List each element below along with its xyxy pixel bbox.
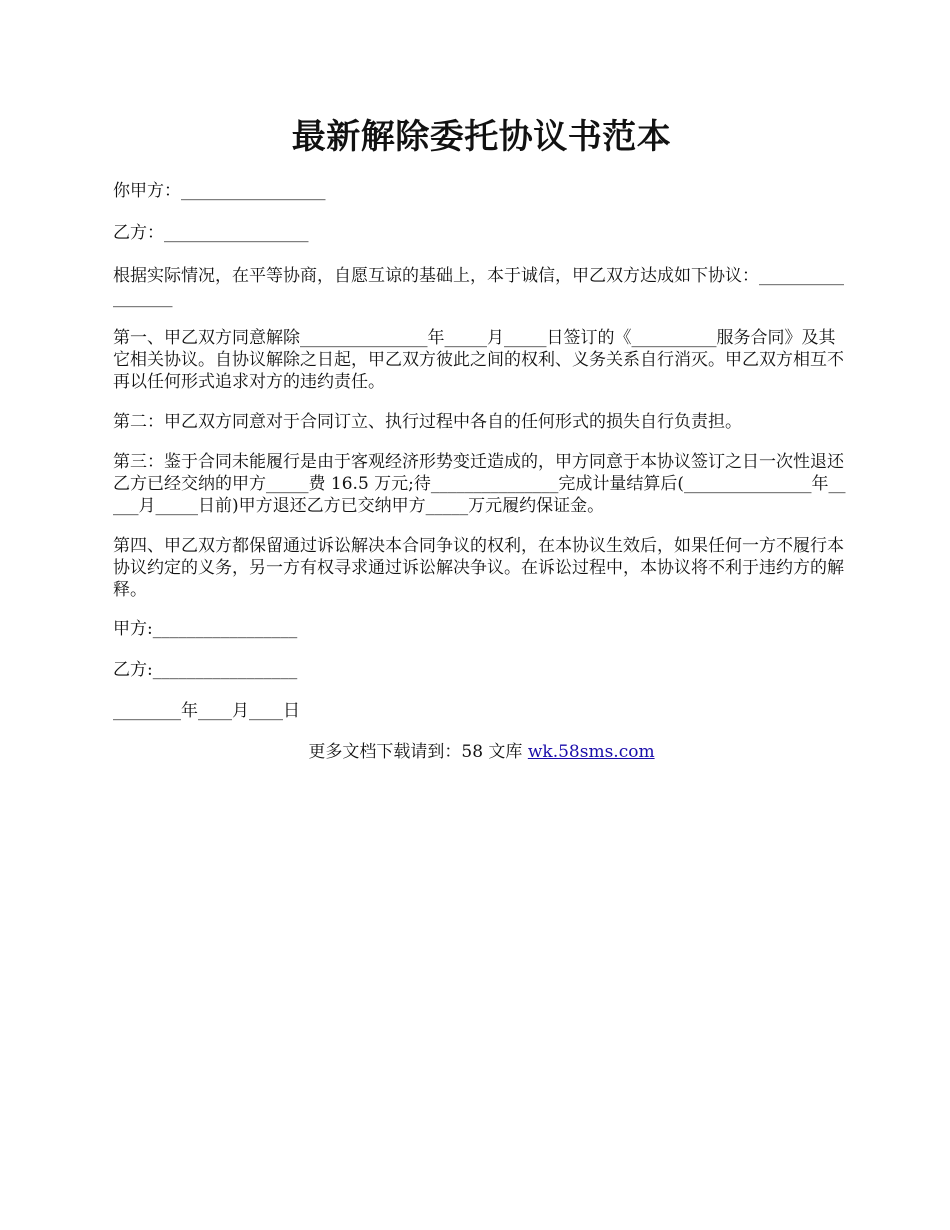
document-page xyxy=(113,0,850,1230)
signature-party-a: 甲方:_________________ xyxy=(113,619,298,639)
clause-four: 第四、甲乙双方都保留通过诉讼解决本合同争议的权利，在本协议生效后，如果任何一方不履行本协议约定的义务，另一方有权寻求通过诉讼解决争议。在诉讼过程中，本协议将不利于违约方的解释。 xyxy=(113,536,844,600)
clause-three: 第三：鉴于合同未能履行是由于客观经济形势变迁造成的，甲方同意于本协议签订之日一次性退还乙方已经交纳的甲方_____费 16.5 万元;待_______________完成计量结算后(_______________年_____月_____日前)甲方退还乙方已交纳甲方_____万元履约保证金。 xyxy=(113,452,846,516)
signature-party-b: 乙方:_________________ xyxy=(113,660,298,680)
party-b-line: 乙方：_________________ xyxy=(113,223,309,243)
clause-one: 第一、甲乙双方同意解除_______________年_____月_____日签订的《__________服务合同》及其它相关协议。自协议解除之日起，甲乙双方彼此之间的权利、义务关系自行消灭。甲乙双方相互不再以任何形式追求对方的违约责任。 xyxy=(113,328,844,392)
preamble-paragraph: 根据实际情况，在平等协商，自愿互谅的基础上，本于诚信，甲乙双方达成如下协议：_________________ xyxy=(113,266,844,308)
clause-two: 第二：甲乙双方同意对于合同订立、执行过程中各自的任何形式的损失自行负责担。 xyxy=(113,412,742,432)
document-title: 最新解除委托协议书范本 xyxy=(291,117,672,157)
download-footer xyxy=(113,741,850,763)
signature-date: ________年____月____日 xyxy=(113,701,300,721)
party-a-line: 你甲方：_________________ xyxy=(113,181,326,201)
footer-link[interactable]: wk.58sms.com xyxy=(527,742,655,762)
footer-prefix: 更多文档下载请到：58 文库 xyxy=(308,742,528,762)
